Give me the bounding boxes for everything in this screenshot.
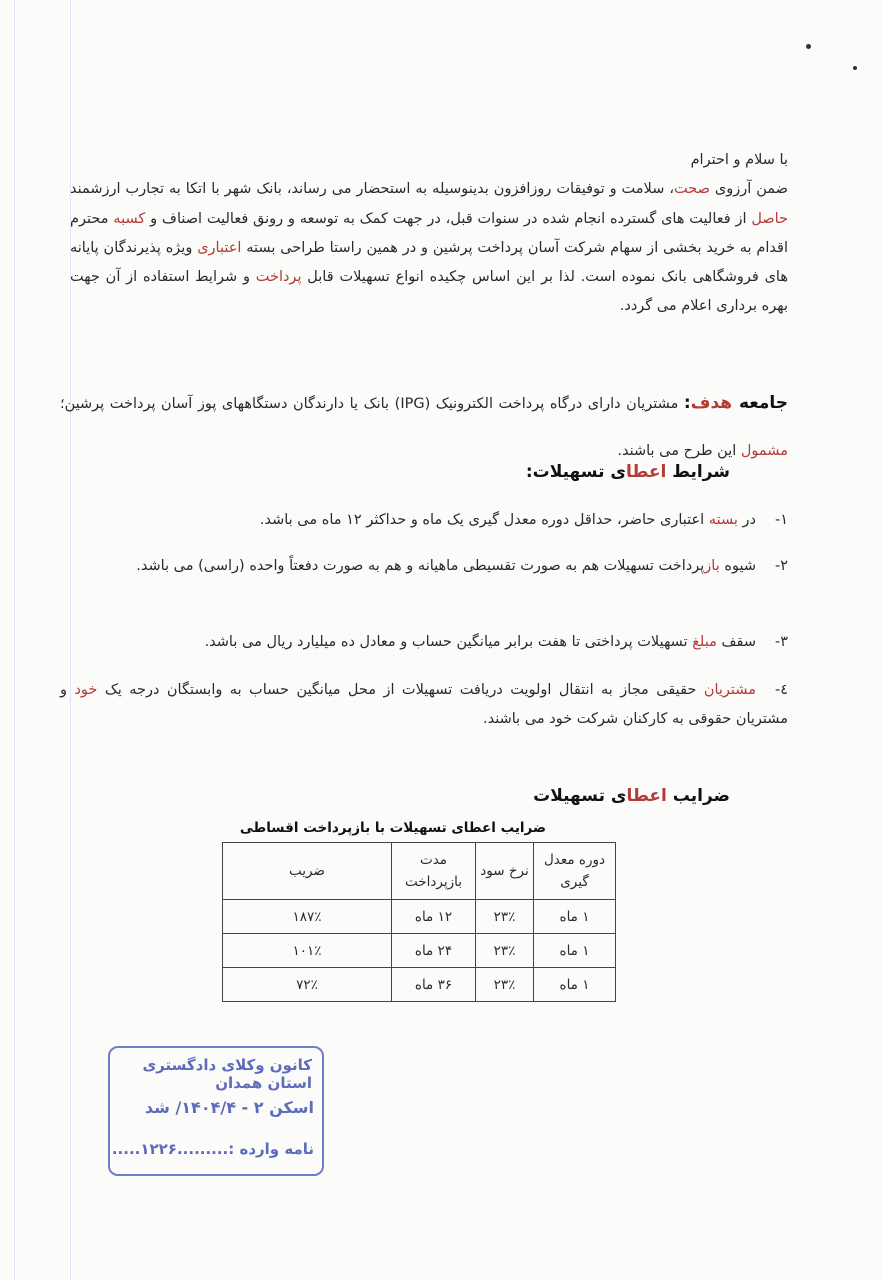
stamp-number-line: نامه وارده :.........۱۲۲۶..... xyxy=(111,1140,314,1158)
intro-paragraph: ضمن آرزوی صحت، سلامت و توفیقات روزافزون بدینوسیله به استحضار می رساند، بانک شهر با اتکا به تجارب ارزشمند حاصل از فعالیت های گسترده انجام شده در سنوات قبل، در جهت کمک به توسعه و رونق فعالیت اصناف و کسبه محترم اقدام به خرید بخشی از سهام شرکت آسان پرداخت پرشین و در همین راستا طراحی بسته اعتباری ویژه پذیرندگان پایانه های فروشگاهی بانک نموده است. لذا بر این اساس چکیده انواع تسهیلات قابل پرداخت و شرایط استفاده از آن جهت بهره برداری اعلام می گردد. xyxy=(70,181,788,315)
table-row xyxy=(223,934,616,968)
target-audience-paragraph: جامعه هدف: مشتریان دارای درگاه پرداخت الکترونیک (IPG) بانک یا دارندگان دستگاههای پوز آسان پرداخت پرشین؛ مشمول این طرح می باشند. xyxy=(60,393,789,459)
scan-speck xyxy=(806,44,811,49)
table-cell: ۱۰۱٪ xyxy=(223,934,392,968)
column-header: مدت بازپرداخت xyxy=(392,843,476,900)
condition-item: ۳-سقف مبلغ تسهیلات پرداختی تا هفت برابر میانگین حساب و معادل ده میلیارد ریال می باشد. xyxy=(204,634,788,650)
table-title: ضرایب اعطای تسهیلات با بازپرداخت اقساطی xyxy=(239,820,546,836)
scan-speck xyxy=(853,66,857,70)
target-audience-label: جامعه هدف: xyxy=(683,393,789,413)
table-cell: ۱۸۷٪ xyxy=(223,900,392,934)
table-cell: ۷۲٪ xyxy=(223,968,392,1002)
condition-item: ۲-شیوه بازپرداخت تسهیلات هم به صورت تقسیطی ماهیانه و هم به صورت دفعتاً واحده (راسی) می باشد. xyxy=(136,558,788,574)
table-cell: ۲۳٪ xyxy=(476,968,534,1002)
greeting-line: با سلام و احترام xyxy=(690,152,788,168)
table-cell: ۲۳٪ xyxy=(476,934,534,968)
conditions-heading: شرایط اعطای تسهیلات: xyxy=(525,462,730,482)
intro-section xyxy=(70,146,788,322)
stamp-date-line: اسکن ۲ - ۱۴۰۴/۴/ شد xyxy=(144,1098,314,1117)
table-cell: ۱۲ ماه xyxy=(392,900,476,934)
received-stamp xyxy=(108,1046,324,1176)
table-cell: ۱ ماه xyxy=(534,934,616,968)
table-header-row xyxy=(223,843,616,900)
table-cell: ۲۴ ماه xyxy=(392,934,476,968)
table-cell: ۳۶ ماه xyxy=(392,968,476,1002)
coefficients-table xyxy=(222,842,616,1002)
table-cell: ۱ ماه xyxy=(534,900,616,934)
table-row xyxy=(223,900,616,934)
stamp-org-line: کانون وکلای دادگستری استان همدان xyxy=(142,1056,312,1092)
table-row xyxy=(223,968,616,1002)
column-header: دوره معدل گیری xyxy=(534,843,616,900)
condition-item: ۱-در بسته اعتباری حاضر، حداقل دوره معدل گیری یک ماه و حداکثر ۱۲ ماه می باشد. xyxy=(259,512,788,528)
column-header: نرخ سود xyxy=(476,843,534,900)
table-cell: ۲۳٪ xyxy=(476,900,534,934)
condition-item: ٤-مشتریان حقیقی مجاز به انتقال اولویت دریافت تسهیلات از محل میانگین حساب به وابستگان درجه یک خود و مشتریان حقوقی به کارکنان شرکت خود می باشند. xyxy=(60,682,788,727)
coefficients-heading: ضرایب اعطای تسهیلات xyxy=(533,786,730,806)
table-cell: ۱ ماه xyxy=(534,968,616,1002)
scan-edge-line xyxy=(14,0,15,1280)
column-header: ضریب xyxy=(223,843,392,900)
